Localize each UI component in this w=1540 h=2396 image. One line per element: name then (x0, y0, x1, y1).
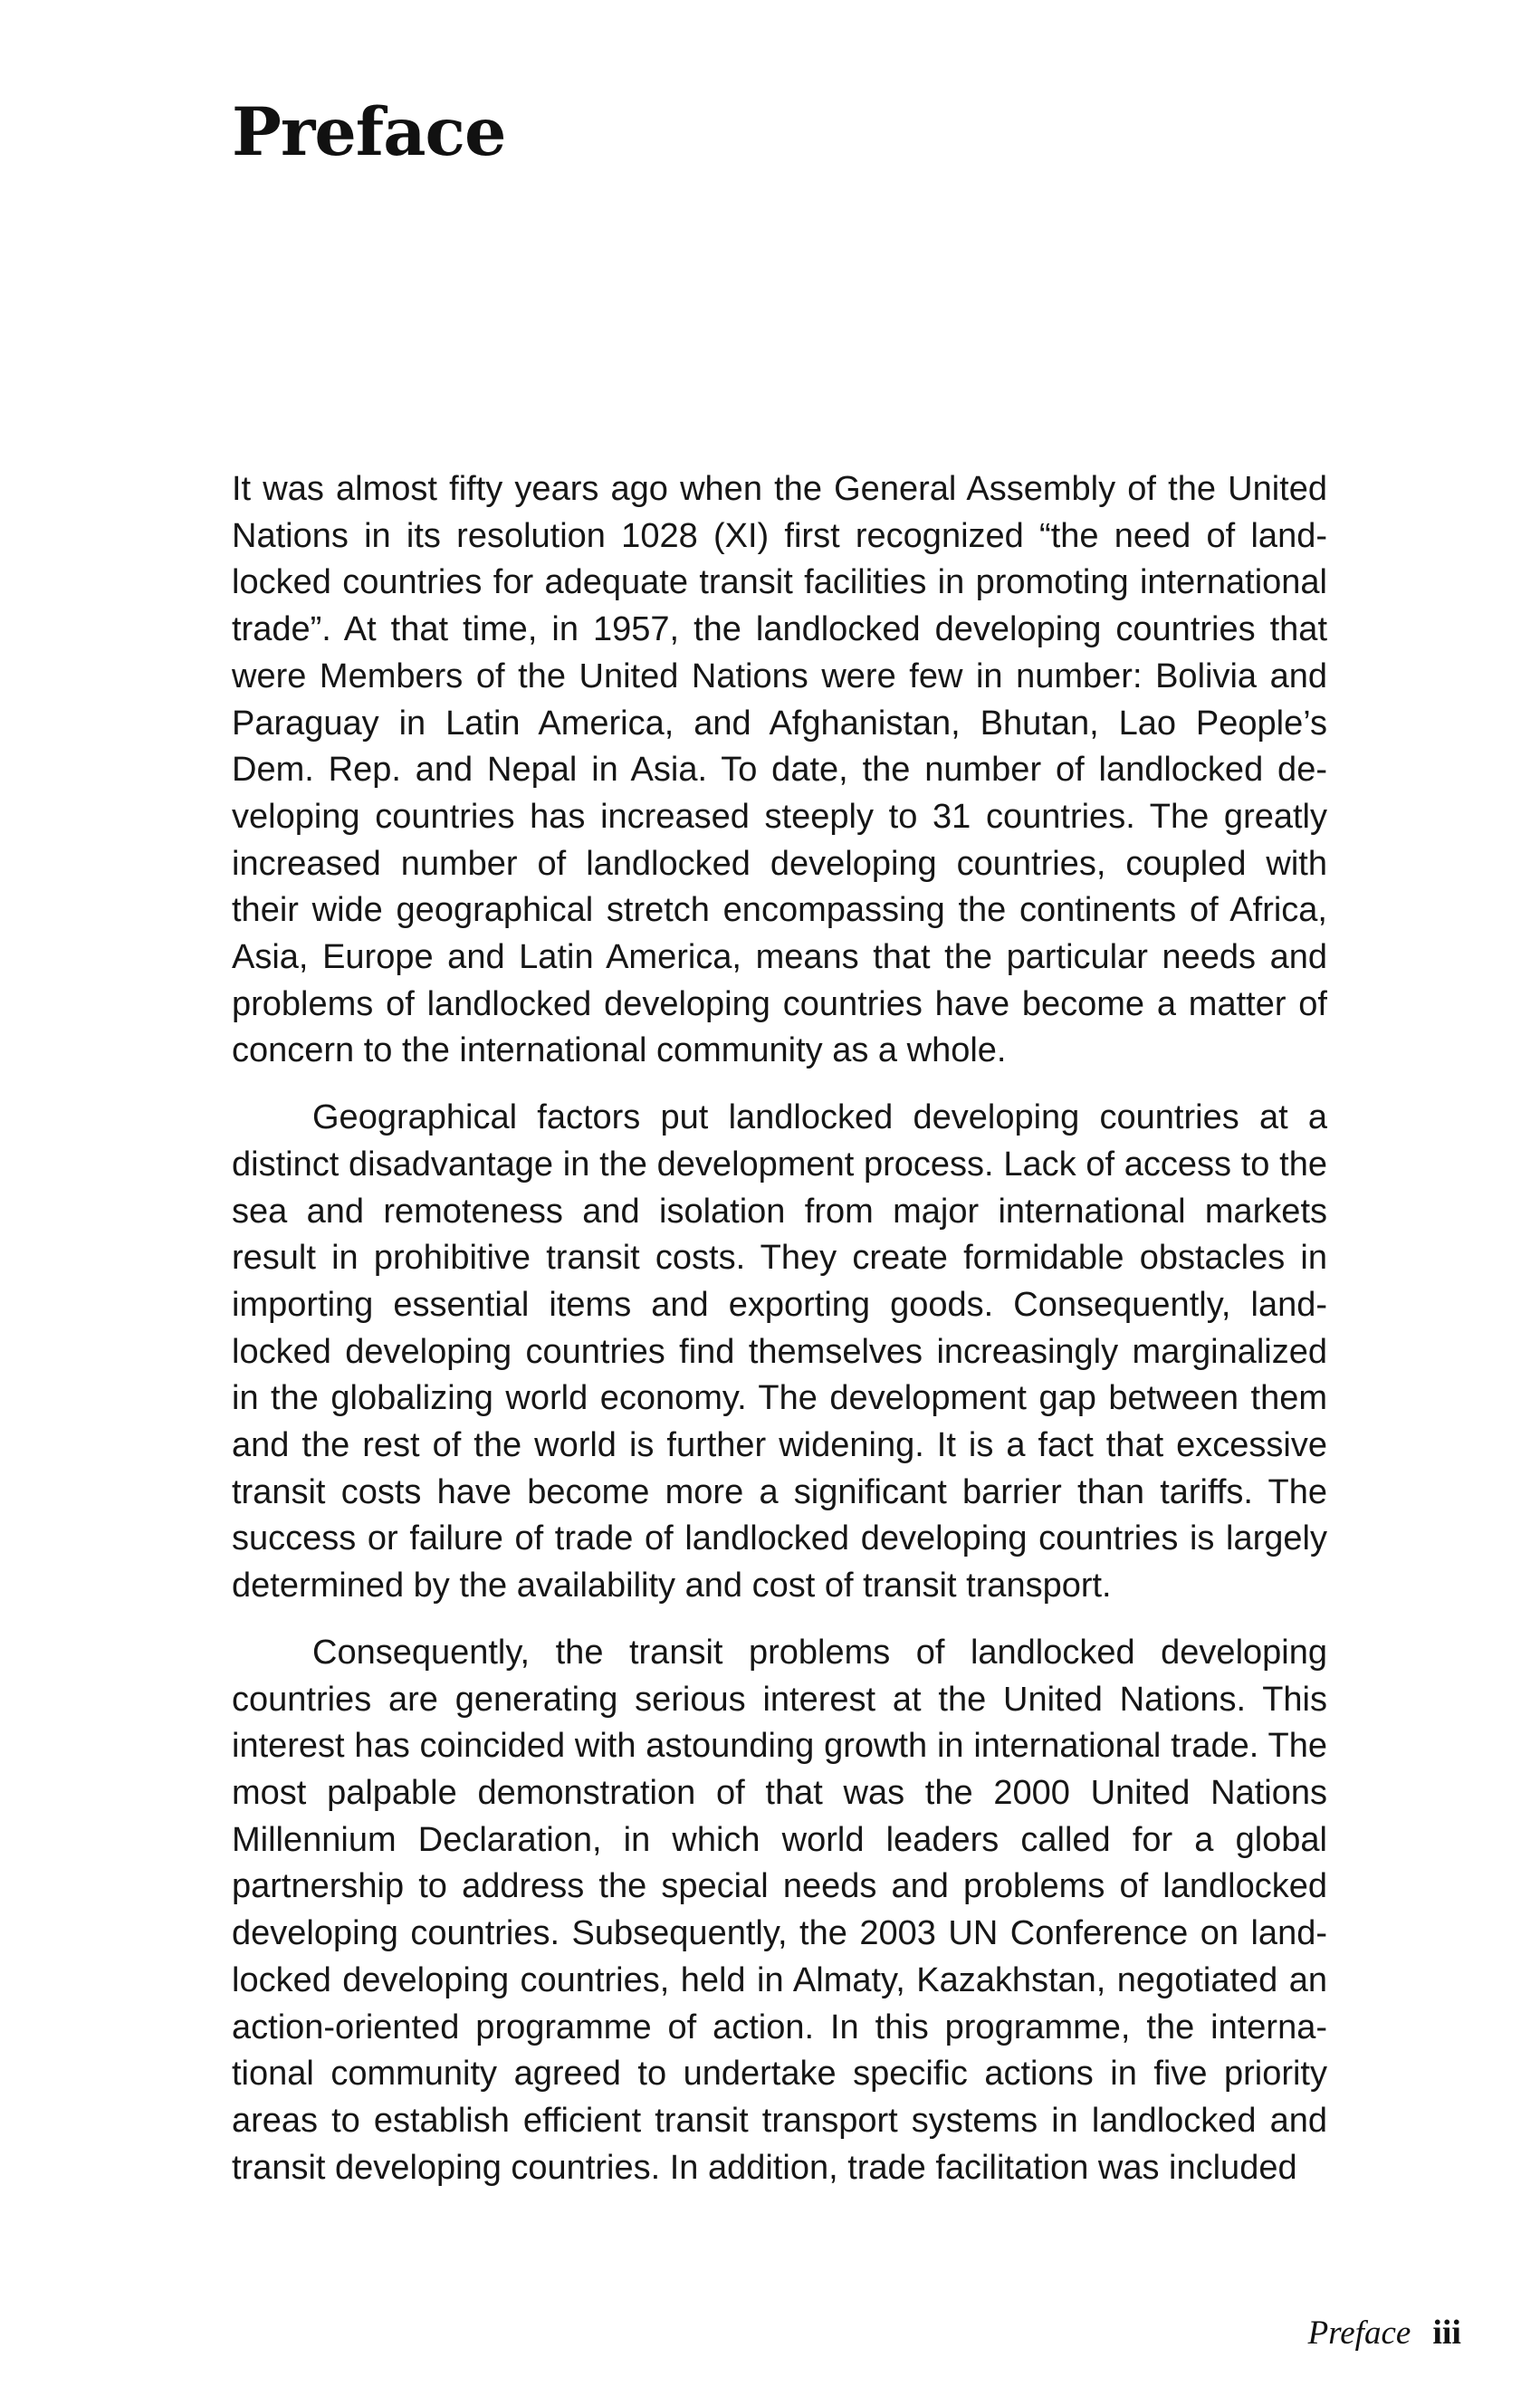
page-number: iii (1432, 2314, 1461, 2352)
page-footer (1308, 2315, 1461, 2350)
paragraph-3: Consequently, the transit problems of landlocked developing countries are generating serious interest at the United Nations. This interest has coincided with astounding growth in international trade. The most palpable demonstration of that was the 2000 United Nations Millennium Declaration, in which world leaders called for a global partnership to address the special needs and problems of landlocked developing countries. Subsequently, the 2003 UN Conference on landlocked developing countries, held in Almaty, Kazakhstan, negotiated an action-oriented programme of action. In this programme, the international community agreed to undertake specific actions in five priority areas to establish efficient transit transport systems in landlocked and transit developing countries. In addition, trade facilitation was included (232, 1633, 1327, 2187)
body-text (232, 466, 1327, 2191)
paragraph-2: Geographical factors put landlocked developing countries at a distinct disadvantage in the development process. Lack of access to the sea and remoteness and isolation from major international markets result in prohibitive transit costs. They create formidable obstacles in importing essential items and exporting goods. Consequently, landlocked developing countries find themselves increasingly marginalized in the globalizing world economy. The development gap between them and the rest of the world is further widening. It is a fact that excessive transit costs have become more a significant barrier than tariffs. The success or failure of trade of landlocked developing countries is largely determined by the availability and cost of transit transport. (232, 1098, 1327, 1605)
paragraph-1: It was almost fifty years ago when the General Assembly of the United Nations in its resolution 1028 (XI) first recognized “the need of landlocked countries for adequate transit facilities in promoting international trade”. At that time, in 1957, the landlocked developing countries that were Members of the United Nations were few in number: Bolivia and Paraguay in Latin America, and Afghanistan, Bhutan, Lao People’s Dem. Rep. and Nepal in Asia. To date, the number of landlocked developing countries has increased steeply to 31 countries. The greatly increased number of landlocked developing countries, coupled with their wide geographical stretch encompassing the continents of Africa, Asia, Europe and Latin America, means that the particular needs and problems of landlocked developing countries have become a matter of concern to the international community as a whole. (232, 470, 1327, 1070)
page-title: Preface (232, 93, 506, 171)
running-head: Preface (1307, 2315, 1411, 2352)
